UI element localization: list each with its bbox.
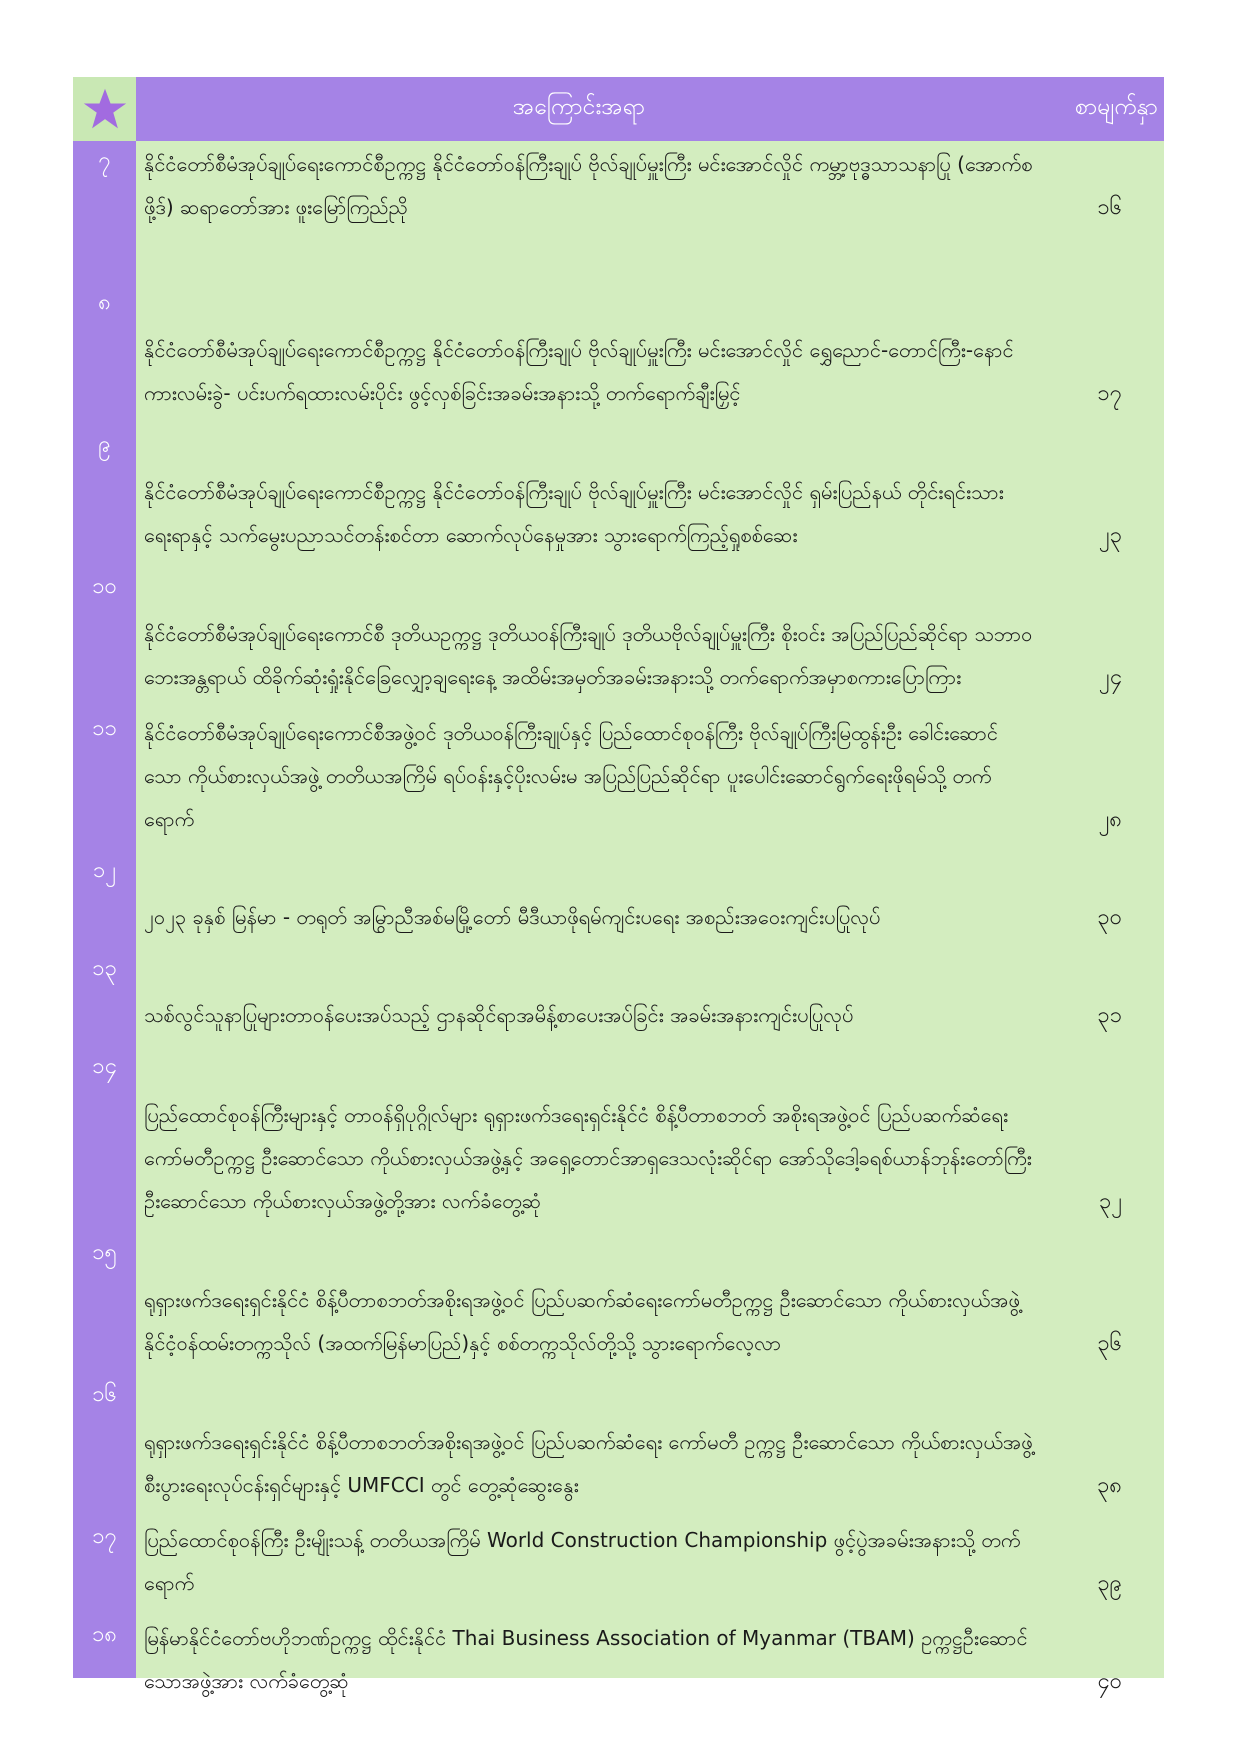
entry-title: ရုရှားဖက်ဒရေးရှင်းနိုင်ငံ စိန့်ပီတာစဘတ်အစိုးရအဖွဲ့ဝင် ပြည်ပဆက်ဆံရေး ကော်မတီ ဥက္ကဋ္ဌ ဦးဆောင်သော ကိုယ်စားလှယ်အဖွဲ့ စီးပွားရေးလုပ်ငန်းရှင်များနှင့် UMFCCI တွင် တွေ့ဆုံဆွေးနွေး — [144, 1430, 1033, 1497]
entry-page-number: ၂၃ — [1098, 523, 1122, 548]
entry-title: နိုင်ငံတော်စီမံအုပ်ချုပ်ရေးကောင်စီဥက္ကဋ္ဌ နိုင်ငံတော်ဝန်ကြီးချုပ် ဗိုလ်ချုပ်မှူးကြီး မင်းအောင်လှိုင် ကမ္ဘာ့ဗုဒ္ဓသာသနာပြု (အောက်စဖို့ဒ်) ဆရာတော်အား ဖူးမြော်ကြည်ညို — [144, 152, 1033, 219]
toc-entry[interactable] — [136, 1375, 1164, 1507]
entry-page-number: ၄၀ — [1097, 1669, 1122, 1694]
entry-number: ၁၃ — [92, 956, 117, 981]
entry-page-number: ၃၀ — [1097, 905, 1122, 930]
toc-entry[interactable] — [136, 1233, 1164, 1365]
entry-title: ရုရှားဖက်ဒရေးရှင်းနိုင်ငံ စိန့်ပီတာစဘတ်အစိုးရအဖွဲ့ဝင် ပြည်ပဆက်ဆံရေးကော်မတီဥက္ကဋ္ဌ ဦးဆောင်သော ကိုယ်စားလှယ်အဖွဲ့ နိုင်ငံ့ဝန်ထမ်းတက္ကသိုလ် (အထက်မြန်မာပြည်)နှင့် စစ်တက္ကသိုလ်တို့သို့ သွားရောက်လေ့လာ — [144, 1288, 1020, 1355]
entry-page-number: ၃၁ — [1097, 1003, 1122, 1028]
entry-title: နိုင်ငံတော်စီမံအုပ်ချုပ်ရေးကောင်စီအဖွဲ့ဝင် ဒုတိယဝန်ကြီးချုပ်နှင့် ပြည်ထောင်စုဝန်ကြီး ဗိုလ်ချုပ်ကြီးမြထွန်းဦး ခေါင်းဆောင်သော ကိုယ်စားလှယ်အဖွဲ့ တတိယအကြိမ် ရပ်ဝန်းနှင့်ပိုးလမ်းမ အပြည်ပြည်ဆိုင်ရာ ပူးပေါင်းဆောင်ရွက်ရေးဖိုရမ်သို့ တက်ရောက် — [144, 721, 998, 831]
entry-page-number: ၂၈ — [1098, 807, 1122, 832]
number-column — [73, 141, 136, 1678]
entry-page-number: ၃၉ — [1097, 1571, 1122, 1596]
entry-page-number: ၃၈ — [1097, 1473, 1122, 1498]
entry-title: မြန်မာနိုင်ငံတော်ဗဟိုဘဏ်ဥက္ကဋ္ဌ ထိုင်းနိုင်ငံ Thai Business Association of Myanmar (TBAM) ဥက္ကဋ္ဌဦးဆောင်သောအဖွဲ့အား လက်ခံတွေ့ဆုံ — [144, 1626, 1028, 1693]
toc-entry[interactable] — [136, 567, 1164, 699]
toc-entry[interactable] — [136, 1517, 1164, 1605]
entry-title: ၂၀၂၃ ခုနှစ် မြန်မာ - တရုတ် အမြွာညီအစ်မမြို့တော် မီဒီယာဖိုရမ်ကျင်းပရေး အစည်းအဝေးကျင်းပပြုလုပ် — [144, 905, 881, 929]
page-column-heading: စာမျက်နှာ — [1022, 77, 1164, 141]
entry-page-number: ၃၂ — [1098, 1189, 1122, 1214]
toc-entry[interactable] — [136, 141, 1164, 229]
toc-entry[interactable] — [136, 851, 1164, 939]
toc-entry[interactable] — [136, 1047, 1164, 1223]
table-of-contents — [73, 77, 1164, 1694]
entry-number: ၉ — [98, 432, 111, 457]
entry-page-number: ၂၄ — [1098, 665, 1122, 690]
entry-number: ၁၁ — [92, 716, 117, 741]
entry-number: ၁၆ — [92, 1382, 117, 1407]
entry-number: ၁၂ — [92, 858, 117, 883]
entry-title: နိုင်ငံတော်စီမံအုပ်ချုပ်ရေးကောင်စီဥက္ကဋ္ဌ နိုင်ငံတော်ဝန်ကြီးချုပ် ဗိုလ်ချုပ်မှူးကြီး မင်းအောင်လှိုင် ရွှေညောင်-တောင်ကြီး-နောင်ကားလမ်းခွဲ- ပင်းပက်ရထားလမ်းပိုင်း ဖွင့်လှစ်ခြင်းအခမ်းအနားသို့ တက်ရောက်ချီးမြှင့် — [144, 338, 1014, 405]
entry-number: ၁၈ — [92, 1622, 117, 1647]
contents-heading: အကြောင်းအရာ — [136, 77, 1022, 141]
toc-entry[interactable] — [136, 425, 1164, 557]
toc-entry[interactable] — [136, 1615, 1164, 1703]
entry-number: ၁၀ — [92, 574, 117, 599]
entry-number: ၁၄ — [92, 1054, 117, 1079]
entry-number: ၇ — [98, 148, 111, 173]
toc-entry[interactable] — [136, 283, 1164, 415]
toc-entry[interactable] — [136, 709, 1164, 841]
entry-page-number: ၁၆ — [1097, 195, 1122, 220]
toc-entry[interactable] — [136, 949, 1164, 1037]
entry-page-number: ၁၇ — [1097, 381, 1122, 406]
star-icon — [82, 86, 128, 132]
entry-title: နိုင်ငံတော်စီမံအုပ်ချုပ်ရေးကောင်စီ ဒုတိယဥက္ကဋ္ဌ ဒုတိယဝန်ကြီးချုပ် ဒုတိယဗိုလ်ချုပ်မှူးကြီး စိုးဝင်း အပြည်ပြည်ဆိုင်ရာ သဘာဝဘေးအန္တရာယ် ထိခိုက်ဆုံးရှုံးနိုင်ခြေလျှော့ချရေးနေ့ အထိမ်းအမှတ်အခမ်းအနားသို့ တက်ရောက်အမှာစကားပြောကြား — [144, 622, 1033, 689]
entry-number: ၁၅ — [92, 1240, 117, 1265]
entry-title: နိုင်ငံတော်စီမံအုပ်ချုပ်ရေးကောင်စီဥက္ကဋ္ဌ နိုင်ငံတော်ဝန်ကြီးချုပ် ဗိုလ်ချုပ်မှူးကြီး မင်းအောင်လှိုင် ရှမ်းပြည်နယ် တိုင်းရင်းသားရေးရာနှင့် သက်မွေးပညာသင်တန်းစင်တာ ဆောက်လုပ်နေမှုအား သွားရောက်ကြည့်ရှုစစ်ဆေး — [144, 480, 1004, 547]
entries-column — [136, 141, 1164, 1694]
entry-page-number: ၃၆ — [1097, 1331, 1122, 1356]
entry-number: ၁၇ — [92, 1524, 117, 1549]
star-header-cell — [73, 77, 136, 141]
entry-number: ၈ — [98, 290, 111, 315]
entry-title: သစ်လွင်သူနာပြုများတာဝန်ပေးအပ်သည့် ဌာနဆိုင်ရာအမိန့်စာပေးအပ်ခြင်း အခမ်းအနားကျင်းပပြုလုပ် — [144, 1003, 854, 1027]
entry-title: ပြည်ထောင်စုဝန်ကြီးများနှင့် တာဝန်ရှိပုဂ္ဂိုလ်များ ရုရှားဖက်ဒရေးရှင်းနိုင်ငံ စိန့်ပီတာစဘတ် အစိုးရအဖွဲ့ဝင် ပြည်ပဆက်ဆံရေးကော်မတီဥက္ကဋ္ဌ ဦးဆောင်သော ကိုယ်စားလှယ်အဖွဲ့နှင့် အရှေ့တောင်အာရှဒေသလုံးဆိုင်ရာ အော်သိုဒေါ့ခရစ်ယာန်ဘုန်းတော်ကြီး ဦးဆောင်သော ကိုယ်စားလှယ်အဖွဲ့တို့အား လက်ခံတွေ့ဆုံ — [144, 1103, 1032, 1213]
entry-title: ပြည်ထောင်စုဝန်ကြီး ဦးမျိုးသန့် တတိယအကြိမ် World Construction Championship ဖွင့်ပွဲအခမ်းအနားသို့ တက်ရောက် — [144, 1528, 1021, 1595]
